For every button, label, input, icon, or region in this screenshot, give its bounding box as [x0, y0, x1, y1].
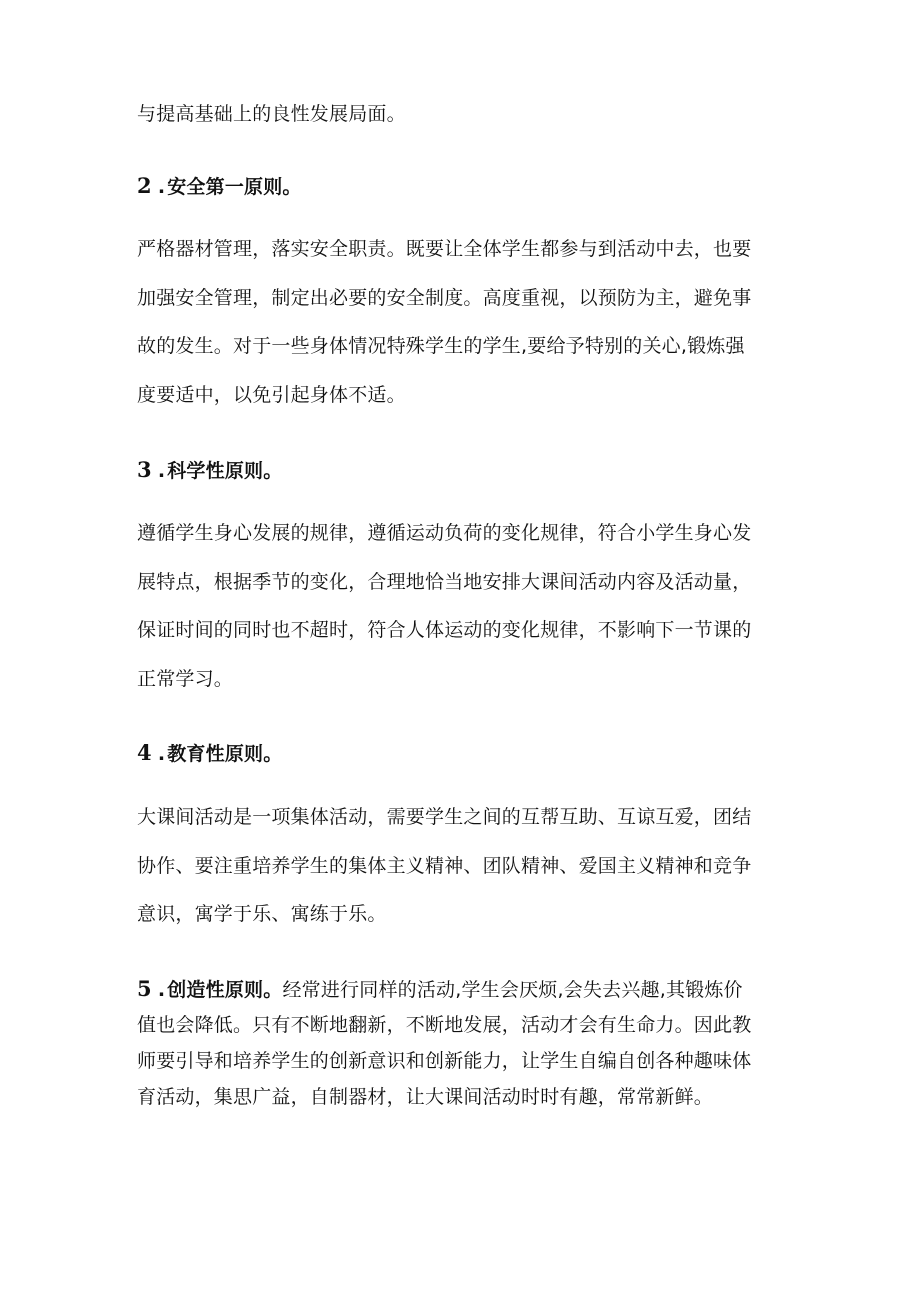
heading-separator: . — [157, 460, 166, 482]
paragraph-line: 加强安全管理，制定出必要的安全制度。高度重视，以预防为主，避免事 — [137, 287, 752, 309]
paragraph-line: 与提高基础上的良性发展局面。 — [137, 103, 406, 125]
paragraph-line: 协作、要注重培养学生的集体主义精神、团队精神、爱国主义精神和竞争 — [137, 855, 752, 877]
heading-title: 安全第一原则。 — [167, 176, 302, 198]
paragraph-line: 展特点，根据季节的变化，合理地恰当地安排大课间活动内容及活动量， — [137, 571, 752, 593]
paragraph-line: 师要引导和培养学生的创新意识和创新能力，让学生自编自创各种趣味体 — [137, 1050, 752, 1072]
paragraph-line: 育活动，集思广益，自制器材，让大课间活动时时有趣，常常新鲜。 — [137, 1086, 714, 1108]
section-heading-4 — [137, 738, 282, 769]
heading-number: 4 — [137, 740, 152, 765]
section-heading-2 — [137, 171, 302, 202]
heading-separator: . — [157, 979, 166, 1001]
paragraph-line: 遵循学生身心发展的规律，遵循运动负荷的变化规律，符合小学生身心发 — [137, 522, 752, 544]
paragraph-line: 值也会降低。只有不断地翻新，不断地发展，活动才会有生命力。因此教 — [137, 1014, 752, 1036]
section-heading-3 — [137, 455, 282, 486]
paragraph-line: 正常学习。 — [137, 668, 234, 690]
heading-title: 科学性原则。 — [167, 460, 283, 482]
paragraph-line: 意识，寓学于乐、寓练于乐。 — [137, 903, 387, 925]
paragraph-line-with-heading — [137, 974, 743, 1005]
heading-title: 教育性原则。 — [167, 743, 283, 765]
paragraph-line: 大课间活动是一项集体活动，需要学生之间的互帮互助、互谅互爱，团结 — [137, 806, 752, 828]
heading-number: 3 — [137, 457, 152, 482]
paragraph-line: 保证时间的同时也不超时，符合人体运动的变化规律，不影响下一节课的 — [137, 619, 752, 641]
heading-title: 创造性原则。 — [167, 979, 283, 1001]
paragraph-line: 度要适中，以免引起身体不适。 — [137, 384, 406, 406]
paragraph-text: 经常进行同样的活动,学生会厌烦,会失去兴趣,其锻炼价 — [282, 979, 743, 1001]
paragraph-line: 故的发生。对于一些身体情况特殊学生的学生,要给予特别的关心,锻炼强 — [137, 335, 745, 357]
heading-separator: . — [157, 743, 166, 765]
heading-separator: . — [157, 176, 166, 198]
heading-number: 5 — [137, 976, 152, 1001]
paragraph-line: 严格器材管理，落实安全职责。既要让全体学生都参与到活动中去，也要 — [137, 238, 752, 260]
heading-number: 2 — [137, 173, 152, 198]
